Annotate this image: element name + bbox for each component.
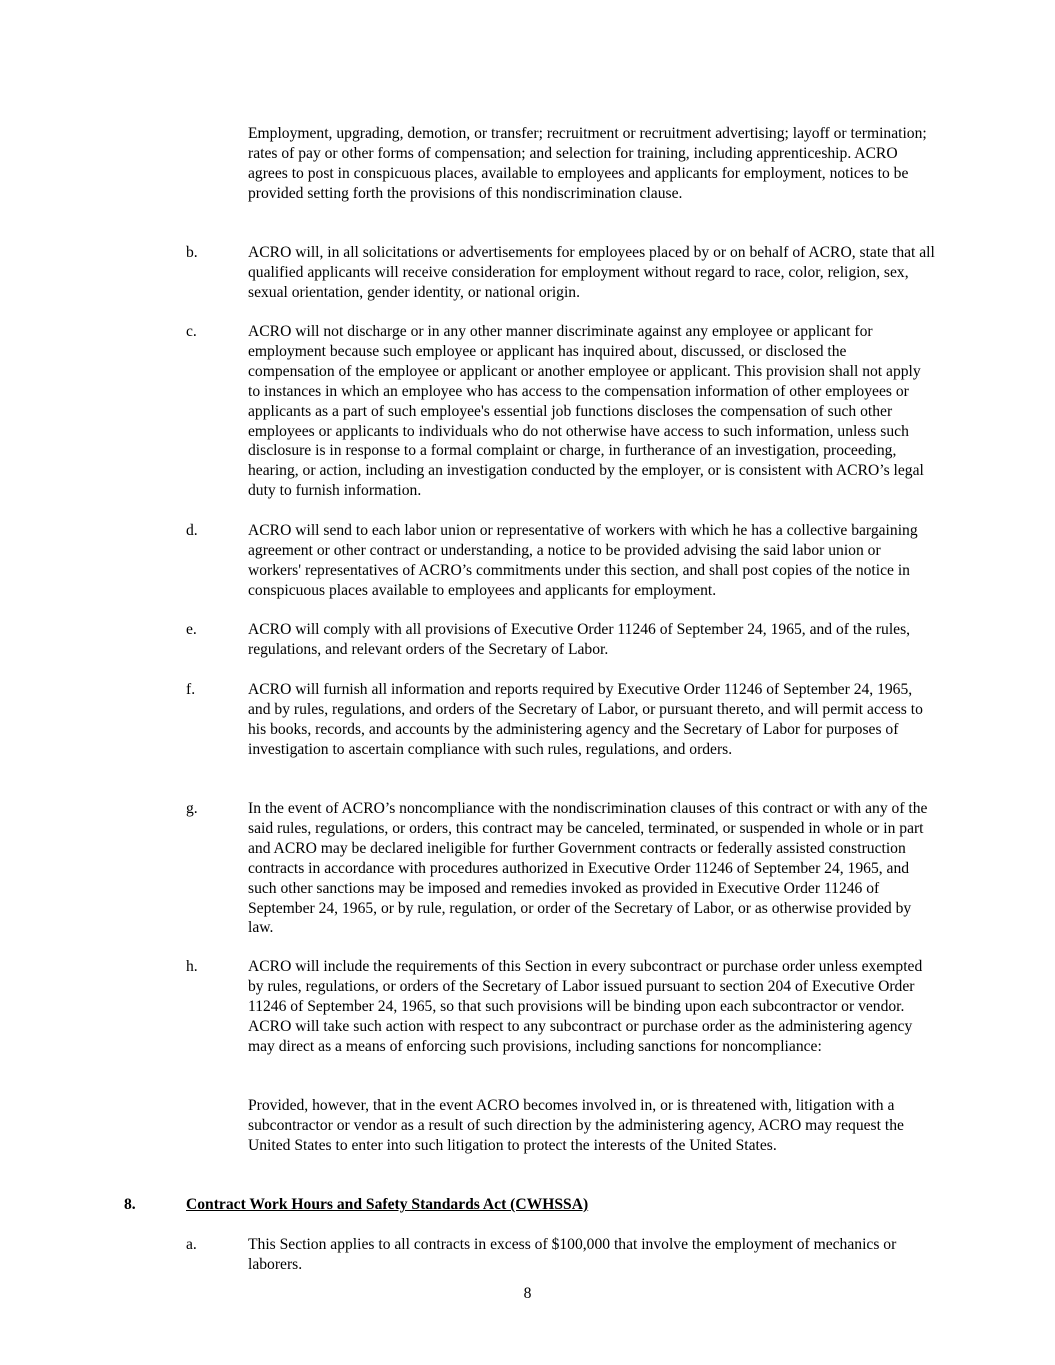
section-number: 8. — [124, 1196, 136, 1213]
item-b-text: ACRO will, in all solicitations or advertisements for employees placed by or on behalf of ACRO, state that all qualified applicants will receive consideration for employment without regard to race, color, religion, sex, sexual orientation, gender identity, or national origin. — [248, 244, 935, 301]
page-number: 8 — [523, 1285, 532, 1302]
item-h-text: ACRO will include the requirements of this Section in every subcontract or purchase order unless exempted by rules, regulations, or orders of the Secretary of Labor issued pursuant to section 204 of Executive Order 11246 of September 24, 1965, so that such provisions will be binding upon each subcontractor or vendor. ACRO will take such action with respect to any subcontract or purchase order as the administering agency may direct as a means of enforcing such provisions, including sanctions for noncompliance: — [248, 958, 923, 1055]
item-d-text: ACRO will send to each labor union or representative of workers with which he has a collective bargaining agreement or other contract or understanding, a notice to be provided advising the said labor union or workers' representatives of ACRO’s commitments under this section, and shall post copies of the notice in conspicuous places available to employees and applicants for employment. — [248, 522, 918, 599]
proviso-paragraph: Provided, however, that in the event ACRO becomes involved in, or is threatened with, litigation with a subcontractor or vendor as a result of such direction by the administering agency, ACRO may request the United States to enter into such litigation to protect the interests of the United States. — [248, 1097, 904, 1154]
item-c-text: ACRO will not discharge or in any other manner discriminate against any employee or applicant for employment because such employee or applicant has inquired about, discussed, or disclosed the compensation of the employee or applicant or another employee or applicant. This provision shall not apply to instances in which an employee who has access to the compensation information of other employees or applicants as a part of such employee's essential job functions discloses the compensation of such other employees or applicants to individuals who do not otherwise have access to such information, unless such disclosure is in response to a formal complaint or charge, in furtherance of an investigation, proceeding, hearing, or action, including an investigation conducted by the employer, or is consistent with ACRO’s legal duty to furnish information. — [248, 323, 924, 500]
item-b-marker: b. — [186, 244, 198, 261]
item-h-marker: h. — [186, 958, 198, 975]
item-g-text: In the event of ACRO’s noncompliance with the nondiscrimination clauses of this contract or with any of the said rules, regulations, or orders, this contract may be canceled, terminated, or suspended in whole or in part and ACRO may be declared ineligible for further Government contracts or federally assisted construction contracts in accordance with procedures authorized in Executive Order 11246 of September 24, 1965, and such other sanctions may be imposed and remedies invoked as provided in Executive Order 11246 of September 24, 1965, or by rule, regulation, or order of the Secretary of Labor, or as otherwise provided by law. — [248, 800, 928, 937]
item-d-marker: d. — [186, 522, 198, 539]
section-title: Contract Work Hours and Safety Standards Act (CWHSSA) — [186, 1196, 589, 1213]
item-c-marker: c. — [186, 323, 197, 340]
section-item-a-text: This Section applies to all contracts in excess of $100,000 that involve the employment of mechanics or laborers. — [248, 1236, 897, 1273]
item-g-marker: g. — [186, 800, 198, 817]
item-e-text: ACRO will comply with all provisions of Executive Order 11246 of September 24, 1965, and of the rules, regulations, and relevant orders of the Secretary of Labor. — [248, 621, 911, 658]
item-f-text: ACRO will furnish all information and reports required by Executive Order 11246 of September 24, 1965, and by rules, regulations, and orders of the Secretary of Labor, or pursuant thereto, and will permit access to his books, records, and accounts by the administering agency and the Secretary of Labor for purposes of investigation to ascertain compliance with such rules, regulations, and orders. — [248, 681, 923, 758]
item-e-marker: e. — [186, 621, 197, 638]
item-f-marker: f. — [186, 681, 196, 698]
continuation-paragraph: Employment, upgrading, demotion, or transfer; recruitment or recruitment advertising; layoff or termination; rates of pay or other forms of compensation; and selection for training, including apprenticeship. ACRO agrees to post in conspicuous places, available to employees and applicants for employment, notices to be provided setting forth the provisions of this nondiscrimination clause. — [248, 125, 927, 202]
section-item-a-marker: a. — [186, 1236, 197, 1253]
